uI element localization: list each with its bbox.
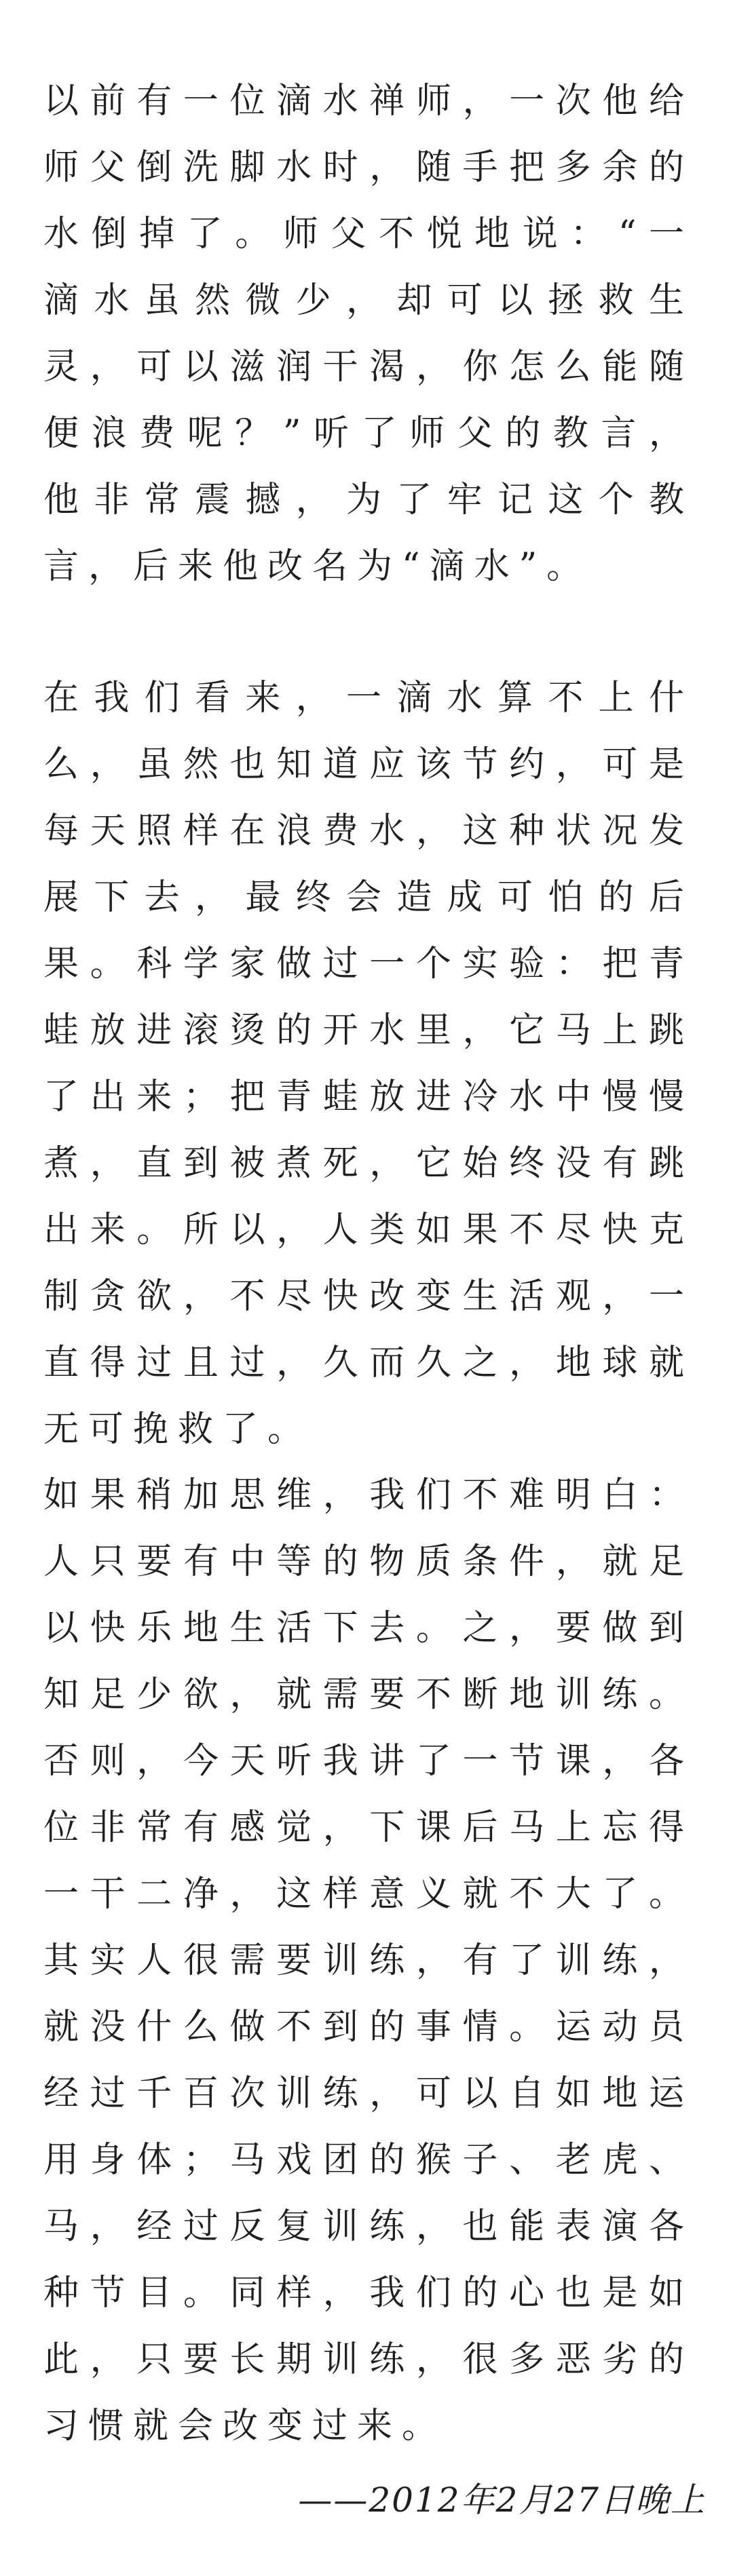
paragraph-1: 以前有一位滴水禅师，一次他给师父倒洗脚水时，随手把多余的水倒掉了。师父不悦地说：“一滴水虽然微少，却可以拯救生灵，可以滋润干渴，你怎么能随便浪费呢？”听了师父的教言，他非常震撼，为了牢记这个教言，后来他改名为“滴水”。 [43,81,694,587]
paragraph-3: 如果稍加思维，我们不难明白：人只要有中等的物质条件，就足以快乐地生活下去。之，要做到知足少欲，就需要不断地训练。否则，今天听我讲了一节课，各位非常有感觉，下课后马上忘得一干二净，这样意义就不大了。其实人很需要训练，有了训练，就没什么做不到的事情。运动员经过千百次训练，可以自如地运用身体；马戏团的猴子、老虎、马，经过反复训练，也能表演各种节目。同样，我们的心也是如此，只要长期训练，很多恶劣的习惯就会改变过来。 [43,1475,694,2446]
date-signature: ——2012年2月27日晚上 [298,2480,706,2520]
paragraph-2: 在我们看来，一滴水算不上什么，虽然也知道应该节约，可是每天照样在浪费水，这种状况发展下去，最终会造成可怕的后果。科学家做过一个实验：把青蛙放进滚烫的开水里，它马上跳了出来；把青蛙放进冷水中慢慢煮，直到被煮死，它始终没有跳出来。所以，人类如果不尽快克制贪欲，不尽快改变生活观，一直得过且过，久而久之，地球就无可挽救了。 [43,678,694,1450]
